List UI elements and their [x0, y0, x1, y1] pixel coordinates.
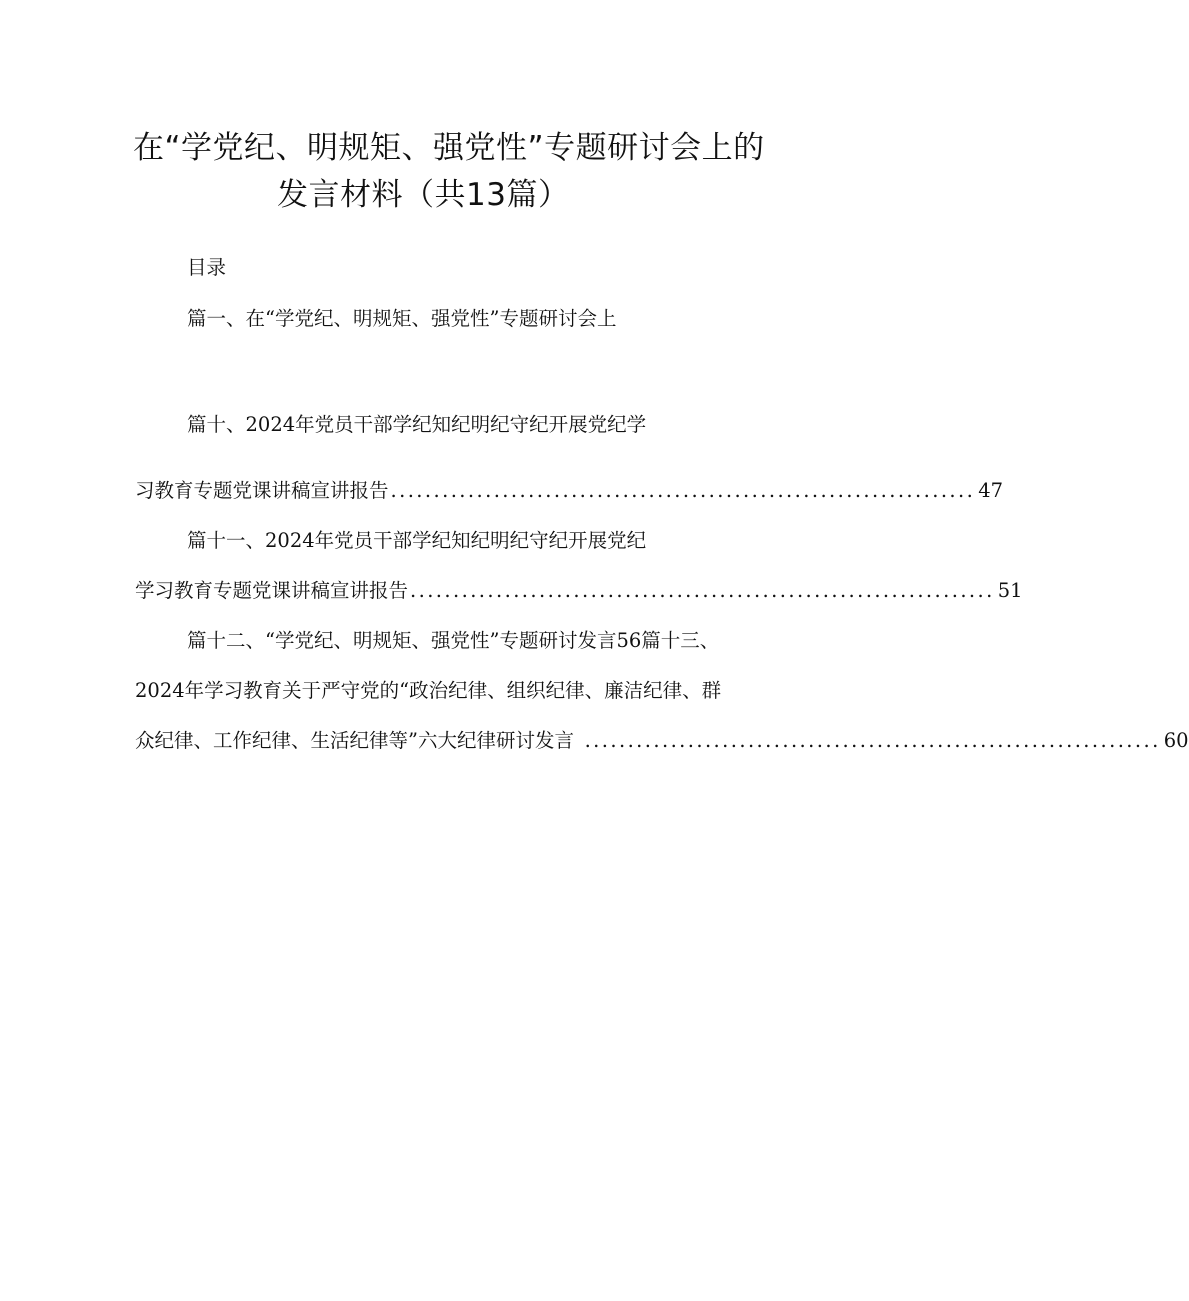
- toc-entry-1: 篇一、在“学党纪、明规矩、强党性”专题研讨会上: [187, 307, 617, 330]
- toc-entry-11-text: 学习教育专题党课讲稿宣讲报告: [135, 579, 409, 602]
- toc-entry-13-page: 60: [1163, 729, 1189, 752]
- dot-leader: ...................................................................: [575, 729, 1161, 752]
- toc-heading: 目录: [187, 256, 227, 279]
- toc-entry-10-page: 47: [978, 479, 1004, 502]
- dot-leader: ....................................................................: [410, 579, 995, 602]
- toc-entry-11-line-1: 篇十一、2024年党员干部学纪知纪明纪守纪开展党纪: [187, 529, 647, 552]
- toc-entry-12-line-1: 篇十二、“学党纪、明规矩、强党性”专题研讨发言56篇十三、: [187, 629, 720, 652]
- title-line-2: 发言材料（共13篇）: [277, 177, 570, 213]
- toc-entry-13-text: 众纪律、工作纪律、生活纪律等”六大纪律研讨发言: [135, 729, 574, 752]
- toc-entry-10-line-1: 篇十、2024年党员干部学纪知纪明纪守纪开展党纪学: [187, 413, 647, 436]
- toc-entry-10-line-2: [135, 476, 1004, 506]
- toc-entry-13-line-2: [135, 726, 1189, 756]
- toc-entry-10-text: 习教育专题党课讲稿宣讲报告: [135, 479, 389, 502]
- toc-entry-11-page: 51: [997, 579, 1023, 602]
- toc-entry-13-line-1: 2024年学习教育关于严守党的“政治纪律、组织纪律、廉洁纪律、群: [135, 679, 722, 702]
- dot-leader: ....................................................................: [390, 479, 976, 502]
- toc-entry-11-line-2: [135, 576, 1023, 606]
- title-line-1: 在“学党纪、明规矩、强党性”专题研讨会上的: [133, 130, 765, 166]
